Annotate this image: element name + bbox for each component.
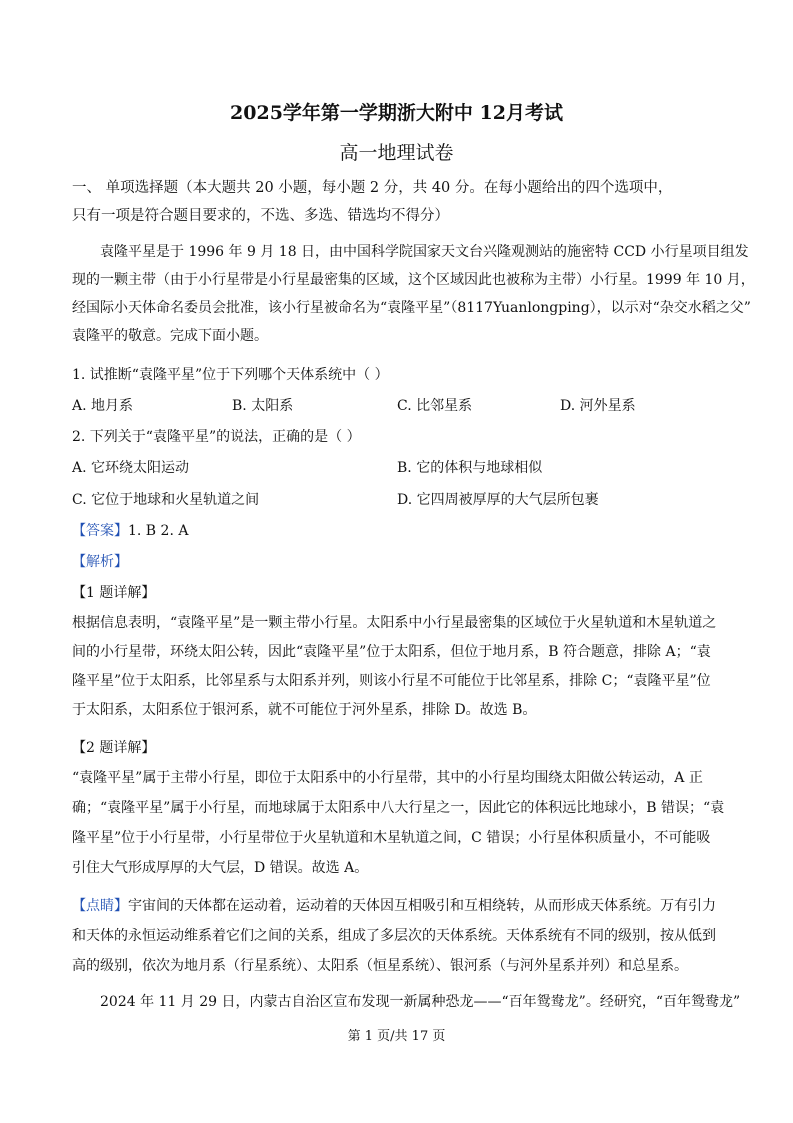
detail-2-line-1: “袁隆平星”属于主带小行星，即位于太阳系中的小行星带，其中的小行星均围绕太阳做公转运动，A 正 [72,770,703,786]
detail-2-line-4: 引住大气形成厚厚的大气层，D 错误。故选 A。 [72,860,369,876]
answer-tag: 【答案】 [72,523,128,539]
question-1-stem: 1. 试推断“袁隆平星”位于下列哪个天体系统中（ ） [72,367,389,383]
answer-line [72,521,188,541]
detail-1-tag: 【1 题详解】 [72,585,156,601]
question-2-stem: 2. 下列关于“袁隆平星”的说法，正确的是（ ） [72,429,361,445]
tip-tag: 【点睛】 [72,898,128,914]
question-1-option-a: A. 地月系 [72,398,134,414]
question-2-option-a: A. 它环绕太阳运动 [72,460,190,476]
section-heading-line-1: 一、 单项选择题（本大题共 20 小题，每小题 2 分，共 40 分。在每小题给出的四个选项中， [72,180,673,196]
tip-line-2: 和天体的永恒运动维系着它们之间的关系，组成了多层次的天体系统。天体系统有不同的级别，按从低到 [72,928,716,944]
analysis-tag: 【解析】 [72,554,128,570]
exam-subtitle: 高一地理试卷 [339,142,454,164]
passage1-line-3: 经国际小天体命名委员会批准，该小行星被命名为“袁隆平星”（8117Yuanlongping），以示对“杂交水稻之父” [72,300,751,316]
detail-2-tag: 【2 题详解】 [72,740,156,756]
passage1-line-2: 现的一颗主带（由于小行星带是小行星最密集的区域，这个区域因此也被称为主带）小行星。1999 年 10 月， [72,272,755,288]
passage2-line-1: 2024 年 11 月 29 日，内蒙古自治区宣布发现一新属种恐龙——“百年鸳鸯龙”。经研究，“百年鸳鸯龙” [100,994,741,1010]
detail-1-line-3: 隆平星”位于太阳系，比邻星系与太阳系并列，则该小行星不可能位于比邻星系，排除 C；“袁隆平星”位 [72,673,711,689]
question-2-option-b: B. 它的体积与地球相似 [397,460,543,476]
detail-2-line-2: 确；“袁隆平星”属于小行星，而地球属于太阳系中八大行星之一，因此它的体积远比地球小，B 错误；“袁 [72,800,725,816]
tip-line-1 [72,896,730,916]
passage1-line-1: 袁隆平星是于 1996 年 9 月 18 日，由中国科学院国家天文台兴隆观测站的施密特 CCD 小行星项目组发 [100,244,749,260]
passage1-line-4: 袁隆平的敬意。完成下面小题。 [72,328,268,344]
question-1-option-b: B. 太阳系 [232,398,294,414]
question-2-option-c: C. 它位于地球和火星轨道之间 [72,492,260,508]
tip-first-text: 宇宙间的天体都在运动着，运动着的天体因互相吸引和互相绕转，从而形成天体系统。万有引力 [128,898,716,914]
detail-2-line-3: 隆平星”位于小行星带，小行星带位于火星轨道和木星轨道之间，C 错误；小行星体积质量小，不可能吸 [72,830,711,846]
detail-1-line-4: 于太阳系，太阳系位于银河系，就不可能位于河外星系，排除 D。故选 B。 [72,702,537,718]
page-footer: 第 1 页/共 17 页 [347,1029,446,1044]
question-1-option-d: D. 河外星系 [560,398,636,414]
section-heading-line-2: 只有一项是符合题目要求的，不选、多选、错选均不得分） [72,208,449,224]
detail-1-line-1: 根据信息表明，“袁隆平星”是一颗主带小行星。太阳系中小行星最密集的区域位于火星轨道和木星轨道之 [72,615,717,631]
question-2-option-d: D. 它四周被厚厚的大气层所包裹 [397,492,599,508]
exam-title: 2025学年第一学期浙大附中 12月考试 [230,102,563,124]
detail-1-line-2: 间的小行星带，环绕太阳公转，因此“袁隆平星”位于太阳系，但位于地月系，B 符合题意，排除 A；“袁 [72,644,711,660]
question-1-option-c: C. 比邻星系 [397,398,473,414]
answer-text: 1. B 2. A [128,523,189,539]
tip-line-3: 高的级别，依次为地月系（行星系统）、太阳系（恒星系统）、银河系（与河外星系并列）和总星系。 [72,958,688,974]
